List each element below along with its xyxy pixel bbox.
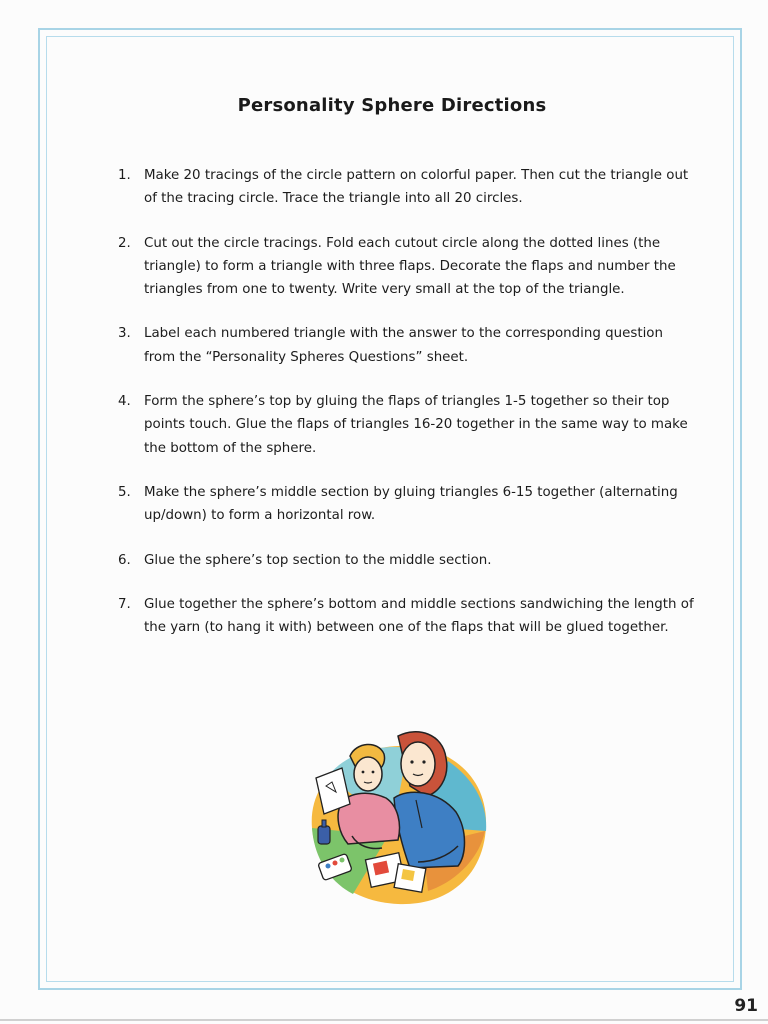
direction-step: [118, 322, 698, 369]
step-number: 1.: [118, 168, 131, 183]
step-number: 3.: [118, 326, 131, 342]
step-text: Label each numbered triangle with the answer to the corresponding question from the “Personality Spheres Questions” sheet.: [144, 326, 663, 365]
step-text: Form the sphere’s top by gluing the flaps of triangles 1-5 together so their top points touch. Glue the flaps of triangles 16-20 together in the same way to make the bottom of the sphere.: [144, 394, 688, 456]
step-number: 7.: [118, 596, 131, 612]
direction-step: [118, 593, 698, 640]
page-edge-divider: [0, 1019, 768, 1021]
step-number: 5.: [118, 484, 131, 500]
page-number: 91: [734, 996, 758, 1016]
direction-step: [118, 232, 698, 302]
step-number: 2.: [118, 235, 131, 251]
direction-step: [118, 390, 698, 460]
step-text: Cut out the circle tracings. Fold each cutout circle along the dotted lines (the triangle) to form a triangle with three flaps. Decorate the flaps and number the triangles from one to twenty. Write very small at the top of the triangle.: [144, 235, 676, 298]
direction-step: [118, 164, 698, 211]
page-title: Personality Sphere Directions: [237, 95, 547, 116]
step-text: Make the sphere’s middle section by gluing triangles 6-15 together (alternating up/down) to form a horizontal row.: [144, 484, 678, 524]
direction-step: [118, 481, 698, 528]
step-text: Glue the sphere’s top section to the middle section.: [144, 552, 492, 568]
crafting-people-illustration: [298, 716, 498, 916]
direction-step: [118, 549, 698, 572]
directions-list: [118, 164, 698, 660]
step-text: Make 20 tracings of the circle pattern on colorful paper. Then cut the triangle out of the tracing circle. Trace the triangle into all 20 circles.: [144, 168, 689, 207]
step-text: Glue together the sphere’s bottom and middle sections sandwiching the length of the yarn (to hang it with) between one of the flaps that will be glued together.: [144, 596, 694, 636]
step-number: 6.: [118, 552, 131, 568]
step-number: 4.: [118, 394, 131, 410]
